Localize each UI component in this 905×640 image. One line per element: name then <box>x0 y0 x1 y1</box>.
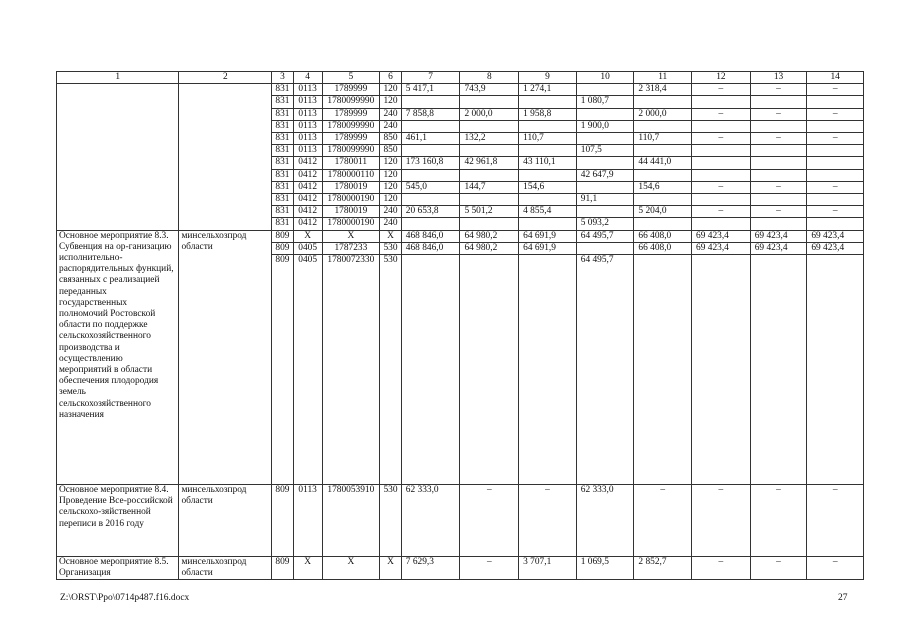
cell-c11: 5 204,0 <box>634 206 692 218</box>
cell-c9 <box>519 96 577 108</box>
cell-c4: Х <box>293 230 322 242</box>
cell-c5: 1780000190 <box>322 194 380 206</box>
cell-c4: 0113 <box>293 133 322 145</box>
cell-c5: 1789999 <box>322 84 380 96</box>
cell-c10: 62 333,0 <box>576 485 634 557</box>
page-number: 27 <box>838 593 848 603</box>
cell-c13 <box>750 194 807 206</box>
cell-c12 <box>692 218 751 230</box>
cell-c7: 545,0 <box>401 181 460 193</box>
cell-c12: 69 423,4 <box>692 242 751 254</box>
cell-c4: 0412 <box>293 181 322 193</box>
cell-c12 <box>692 157 751 169</box>
cell-c13: 69 423,4 <box>750 242 807 254</box>
cell-c12 <box>692 194 751 206</box>
cell-c13 <box>750 96 807 108</box>
cell-c11: 66 408,0 <box>634 242 692 254</box>
cell-c11 <box>634 194 692 206</box>
cell-c12 <box>692 96 751 108</box>
cell-c11 <box>634 169 692 181</box>
cell-c4: 0412 <box>293 194 322 206</box>
cell-c10: 91,1 <box>576 194 634 206</box>
cell-c5: 1780099990 <box>322 145 380 157</box>
measure-8-3-executor: минсельхозпрод области <box>179 230 272 484</box>
column-header: 1 <box>57 72 179 84</box>
column-header: 4 <box>293 72 322 84</box>
cell-c10: 1 080,7 <box>576 96 634 108</box>
cell-c13: – <box>750 84 807 96</box>
table-row <box>57 230 864 242</box>
cell-c14: – <box>807 206 864 218</box>
column-header: 6 <box>380 72 402 84</box>
cell-c14 <box>807 120 864 132</box>
cell-c11: 110,7 <box>634 133 692 145</box>
cell-c6: 120 <box>380 96 402 108</box>
cell-c11: 2 852,7 <box>634 557 692 580</box>
cell-c8 <box>460 218 519 230</box>
cell-c8 <box>460 145 519 157</box>
cell-c8: – <box>460 557 519 580</box>
footer-file-path: Z:\ORST\Ppo\0714p487.f16.docx <box>60 593 190 603</box>
cell-c11: 2 000,0 <box>634 108 692 120</box>
cell-c4: 0113 <box>293 96 322 108</box>
cell-c3: 809 <box>272 255 294 485</box>
cell-c12: – <box>692 206 751 218</box>
cell-c14: – <box>807 181 864 193</box>
cell-c4: 0113 <box>293 485 322 557</box>
cell-c3: 809 <box>272 230 294 242</box>
cell-c10 <box>576 133 634 145</box>
column-header: 9 <box>519 72 577 84</box>
cell-c5: 1780072330 <box>322 255 380 485</box>
cell-c10: 5 093,2 <box>576 218 634 230</box>
cell-c5: 1780099990 <box>322 96 380 108</box>
cell-c4: Х <box>293 557 322 580</box>
header-row <box>57 72 864 84</box>
cell-c7: 173 160,8 <box>401 157 460 169</box>
cell-c13: – <box>750 485 807 557</box>
cell-c5: Х <box>322 230 380 242</box>
cell-c8 <box>460 120 519 132</box>
cell-c7 <box>401 145 460 157</box>
cell-c4: 0405 <box>293 255 322 485</box>
cell-c12: – <box>692 84 751 96</box>
cell-c11: 154,6 <box>634 181 692 193</box>
cell-c9: 4 855,4 <box>519 206 577 218</box>
cell-c6: 240 <box>380 218 402 230</box>
cell-c3: 831 <box>272 157 294 169</box>
cell-c12: 69 423,4 <box>692 230 751 242</box>
cell-c13 <box>750 255 807 485</box>
cell-c4: 0412 <box>293 169 322 181</box>
cell-c5: 1780019 <box>322 181 380 193</box>
cell-c13: – <box>750 557 807 580</box>
cell-c10: 107,5 <box>576 145 634 157</box>
cell-c8: 2 000,0 <box>460 108 519 120</box>
cell-c5: 1780053910 <box>322 485 380 557</box>
cell-c8: 144,7 <box>460 181 519 193</box>
cell-c6: 120 <box>380 84 402 96</box>
cell-c7: 20 653,8 <box>401 206 460 218</box>
cell-c6: 240 <box>380 120 402 132</box>
cell-c13 <box>750 169 807 181</box>
cell-c12: – <box>692 485 751 557</box>
cell-c4: 0405 <box>293 242 322 254</box>
cell-c3: 809 <box>272 242 294 254</box>
cell-c5: 1780000110 <box>322 169 380 181</box>
cell-c10 <box>576 206 634 218</box>
cell-c14: – <box>807 485 864 557</box>
cell-c10 <box>576 84 634 96</box>
cell-c14: – <box>807 557 864 580</box>
cell-c4: 0412 <box>293 157 322 169</box>
cell-c8: 42 961,8 <box>460 157 519 169</box>
cell-c8 <box>460 255 519 485</box>
cell-c3: 831 <box>272 120 294 132</box>
executor-cell <box>179 84 272 230</box>
cell-c9 <box>519 145 577 157</box>
measure-8-4-name: Основное мероприятие 8.4. Проведение Все-российской сельскохо-зяйственной переписи в 2016 году <box>57 485 179 557</box>
cell-c13: – <box>750 133 807 145</box>
cell-c13: – <box>750 206 807 218</box>
cell-c9: 110,7 <box>519 133 577 145</box>
cell-c4: 0113 <box>293 84 322 96</box>
cell-c4: 0113 <box>293 120 322 132</box>
cell-c6: 530 <box>380 242 402 254</box>
cell-c9: – <box>519 485 577 557</box>
cell-c13 <box>750 120 807 132</box>
cell-c9: 3 707,1 <box>519 557 577 580</box>
cell-c6: 240 <box>380 108 402 120</box>
cell-c14: – <box>807 133 864 145</box>
cell-c7: 468 846,0 <box>401 230 460 242</box>
cell-c9: 1 958,8 <box>519 108 577 120</box>
cell-c7: 7 629,3 <box>401 557 460 580</box>
cell-c10 <box>576 108 634 120</box>
cell-c3: 831 <box>272 84 294 96</box>
cell-c7 <box>401 96 460 108</box>
cell-c8: 64 980,2 <box>460 242 519 254</box>
cell-c10: 1 069,5 <box>576 557 634 580</box>
cell-c7 <box>401 218 460 230</box>
cell-c9: 1 274,1 <box>519 84 577 96</box>
cell-c12: – <box>692 181 751 193</box>
column-header: 10 <box>576 72 634 84</box>
cell-c3: 831 <box>272 145 294 157</box>
cell-c5: 1780019 <box>322 206 380 218</box>
table-row <box>57 84 864 96</box>
column-header: 13 <box>750 72 807 84</box>
column-header: 11 <box>634 72 692 84</box>
cell-c7 <box>401 169 460 181</box>
cell-c13 <box>750 145 807 157</box>
column-header: 3 <box>272 72 294 84</box>
cell-c14 <box>807 255 864 485</box>
cell-c11: 66 408,0 <box>634 230 692 242</box>
cell-c9 <box>519 169 577 181</box>
table-row <box>57 485 864 557</box>
cell-c9 <box>519 120 577 132</box>
cell-c9: 43 110,1 <box>519 157 577 169</box>
cell-c14: – <box>807 84 864 96</box>
cell-c13: – <box>750 108 807 120</box>
cell-c7: 7 858,8 <box>401 108 460 120</box>
cell-c3: 831 <box>272 194 294 206</box>
column-header: 8 <box>460 72 519 84</box>
cell-c8: – <box>460 485 519 557</box>
cell-c9: 154,6 <box>519 181 577 193</box>
cell-c12 <box>692 255 751 485</box>
cell-c10 <box>576 157 634 169</box>
cell-c6: 120 <box>380 157 402 169</box>
cell-c11 <box>634 96 692 108</box>
cell-c6: 120 <box>380 181 402 193</box>
cell-c9: 64 691,9 <box>519 242 577 254</box>
cell-c8 <box>460 194 519 206</box>
cell-c6: 530 <box>380 255 402 485</box>
cell-c8: 132,2 <box>460 133 519 145</box>
cell-c6: Х <box>380 230 402 242</box>
cell-c14 <box>807 96 864 108</box>
cell-c7: 5 417,1 <box>401 84 460 96</box>
cell-c3: 831 <box>272 218 294 230</box>
cell-c4: 0113 <box>293 145 322 157</box>
cell-c14: – <box>807 108 864 120</box>
cell-c5: 1787233 <box>322 242 380 254</box>
cell-c10: 64 495,7 <box>576 230 634 242</box>
cell-c13 <box>750 218 807 230</box>
cell-c14 <box>807 218 864 230</box>
cell-c3: 809 <box>272 557 294 580</box>
cell-c10: 1 900,0 <box>576 120 634 132</box>
cell-c3: 831 <box>272 181 294 193</box>
cell-c7: 461,1 <box>401 133 460 145</box>
cell-c9 <box>519 255 577 485</box>
cell-c5: 1780099990 <box>322 120 380 132</box>
cell-c7: 468 846,0 <box>401 242 460 254</box>
cell-c14 <box>807 157 864 169</box>
measure-8-5-name: Основное мероприятие 8.5. Организация <box>57 557 179 580</box>
cell-c14 <box>807 169 864 181</box>
cell-c11 <box>634 218 692 230</box>
cell-c6: 850 <box>380 133 402 145</box>
cell-c10 <box>576 181 634 193</box>
cell-c3: 831 <box>272 169 294 181</box>
cell-c8: 743,9 <box>460 84 519 96</box>
cell-c7: 62 333,0 <box>401 485 460 557</box>
cell-c10: 64 495,7 <box>576 255 634 485</box>
cell-c10: 42 647,9 <box>576 169 634 181</box>
cell-c7 <box>401 255 460 485</box>
cell-c8: 5 501,2 <box>460 206 519 218</box>
column-header: 12 <box>692 72 751 84</box>
cell-c13: 69 423,4 <box>750 230 807 242</box>
cell-c11 <box>634 145 692 157</box>
budget-table <box>56 71 864 580</box>
cell-c3: 831 <box>272 206 294 218</box>
column-header: 2 <box>179 72 272 84</box>
cell-c9 <box>519 194 577 206</box>
cell-c13 <box>750 157 807 169</box>
cell-c11 <box>634 120 692 132</box>
cell-c7 <box>401 120 460 132</box>
cell-c3: 809 <box>272 485 294 557</box>
cell-c6: 530 <box>380 485 402 557</box>
cell-c5: 1780011 <box>322 157 380 169</box>
cell-c3: 831 <box>272 108 294 120</box>
cell-c14: 69 423,4 <box>807 230 864 242</box>
cell-c14 <box>807 145 864 157</box>
cell-c8 <box>460 169 519 181</box>
cell-c11: 44 441,0 <box>634 157 692 169</box>
cell-c12 <box>692 145 751 157</box>
cell-c12: – <box>692 133 751 145</box>
cell-c5: 1780000190 <box>322 218 380 230</box>
cell-c14 <box>807 194 864 206</box>
cell-c4: 0412 <box>293 218 322 230</box>
cell-c6: 850 <box>380 145 402 157</box>
measure-8-4-executor: минсельхозпрод области <box>179 485 272 557</box>
cell-c12 <box>692 169 751 181</box>
cell-c5: Х <box>322 557 380 580</box>
cell-c11: 2 318,4 <box>634 84 692 96</box>
cell-c12: – <box>692 108 751 120</box>
cell-c10 <box>576 242 634 254</box>
cell-c8 <box>460 96 519 108</box>
table-row <box>57 557 864 580</box>
cell-c6: 240 <box>380 206 402 218</box>
cell-c11 <box>634 255 692 485</box>
cell-c12 <box>692 120 751 132</box>
cell-c4: 0412 <box>293 206 322 218</box>
measure-8-5-executor: минсельхозпрод области <box>179 557 272 580</box>
cell-c6: Х <box>380 557 402 580</box>
cell-c5: 1789999 <box>322 133 380 145</box>
cell-c11: – <box>634 485 692 557</box>
cell-c9: 64 691,9 <box>519 230 577 242</box>
measure-8-3-name: Основное мероприятие 8.3. Субвенция на ор-ганизацию исполнительно-распорядительных функций, связанных с реализацией переданных государственных полномочий Ростовской области по поддержке сельскохозяйственного производства и осуществлению мероприятий в области обеспечения плодородия земель сельскохозяйственного назначения <box>57 230 179 484</box>
cell-c9 <box>519 218 577 230</box>
cell-c7 <box>401 194 460 206</box>
cell-c6: 120 <box>380 169 402 181</box>
cell-c12: – <box>692 557 751 580</box>
cell-c14: 69 423,4 <box>807 242 864 254</box>
cell-c3: 831 <box>272 96 294 108</box>
cell-c6: 120 <box>380 194 402 206</box>
cell-c4: 0113 <box>293 108 322 120</box>
cell-c5: 1789999 <box>322 108 380 120</box>
cell-c8: 64 980,2 <box>460 230 519 242</box>
column-header: 14 <box>807 72 864 84</box>
column-header: 7 <box>401 72 460 84</box>
cell-c3: 831 <box>272 133 294 145</box>
measure-name-cell <box>57 84 179 230</box>
cell-c13: – <box>750 181 807 193</box>
column-header: 5 <box>322 72 380 84</box>
